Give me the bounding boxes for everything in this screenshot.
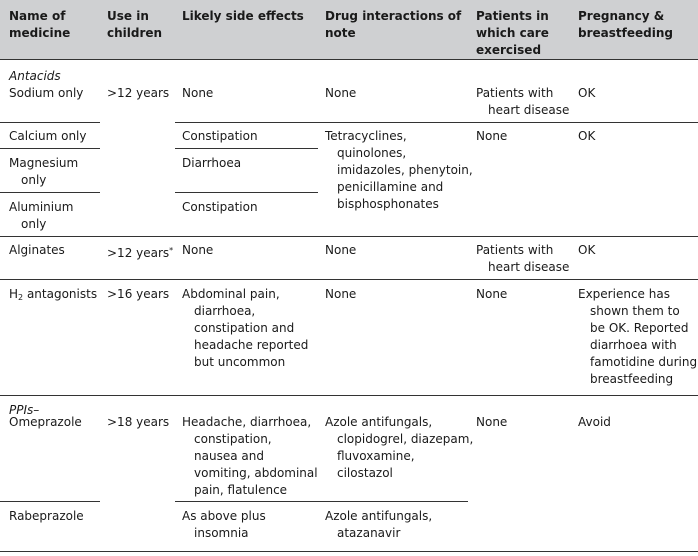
row-rule — [175, 122, 698, 123]
inter-h2: None — [325, 287, 357, 301]
row-rule — [0, 395, 698, 396]
preg-h2: Experience has shown them to be OK. Reported diarrhoea with famotidine during breastfeeding — [578, 287, 698, 386]
use-h2: >16 years — [107, 287, 170, 301]
side-calcium: Constipation — [182, 129, 258, 143]
side-magnesium: Diarrhoea — [182, 156, 242, 170]
side-alginates: None — [182, 243, 214, 257]
drug-omeprazole: Omeprazole — [9, 415, 82, 429]
header-interactions: Drug interactions of note — [325, 9, 462, 40]
side-h2: Abdominal pain, diarrhoea, constipation and headache reported but uncommon — [182, 287, 309, 369]
header-use: Use in children — [107, 9, 163, 40]
preg-sodium: OK — [578, 86, 596, 100]
inter-omeprazole: Azole antifungals, clopidogrel, diazepam, fluvoxamine, cilostazol — [325, 415, 474, 480]
care-ppis: None — [476, 415, 508, 429]
side-omeprazole: Headache, diarrhoea, constipation, nausea and vomiting, abdominal pain, flatulence — [182, 415, 318, 497]
drug-calcium: Calcium only — [9, 129, 87, 143]
row-rule — [175, 501, 468, 502]
row-rule — [0, 122, 100, 123]
row-rule — [0, 192, 100, 193]
care-alginates: Patients with heart disease — [476, 243, 570, 274]
drug-rabeprazole: Rabeprazole — [9, 509, 84, 523]
drug-magnesium: Magnesium only — [9, 156, 79, 187]
drug-alginates: Alginates — [9, 243, 65, 257]
header-rule — [0, 59, 698, 60]
use-alginates: >12 years* — [107, 246, 174, 260]
care-h2: None — [476, 287, 508, 301]
use-ppis: >18 years — [107, 415, 170, 429]
row-rule — [0, 236, 698, 237]
group-antacids: Antacids — [9, 69, 61, 83]
inter-rabeprazole: Azole antifungals, atazanavir — [325, 509, 433, 540]
drug-sodium: Sodium only — [9, 86, 84, 100]
row-rule — [175, 148, 318, 149]
care-calcium: None — [476, 129, 508, 143]
side-rabeprazole: As above plus insomnia — [182, 509, 266, 540]
side-sodium: None — [182, 86, 214, 100]
preg-ppis: Avoid — [578, 415, 611, 429]
preg-alginates: OK — [578, 243, 596, 257]
inter-alginates: None — [325, 243, 357, 257]
row-rule — [0, 148, 100, 149]
care-sodium: Patients with heart disease — [476, 86, 570, 117]
side-aluminium: Constipation — [182, 200, 258, 214]
table-bottom-rule — [0, 551, 698, 552]
header-care: Patients in which care exercised — [476, 9, 549, 57]
drug-aluminium: Aluminium only — [9, 200, 74, 231]
inter-calcium: Tetracyclines, quinolones, imidazoles, phenytoin, penicillamine and bisphosphonates — [325, 129, 473, 211]
inter-sodium: None — [325, 86, 357, 100]
header-name: Name of medicine — [9, 9, 71, 40]
row-rule — [0, 501, 100, 502]
header-pregnancy: Pregnancy & breastfeeding — [578, 9, 673, 40]
row-rule — [0, 279, 698, 280]
group-ppis: PPIs– — [9, 403, 40, 417]
row-rule — [175, 192, 318, 193]
header-side-effects: Likely side effects — [182, 9, 304, 23]
drug-h2-antagonists: $H_2$ antagonists — [9, 287, 98, 302]
use-antacids: >12 years — [107, 86, 170, 100]
preg-calcium: OK — [578, 129, 596, 143]
